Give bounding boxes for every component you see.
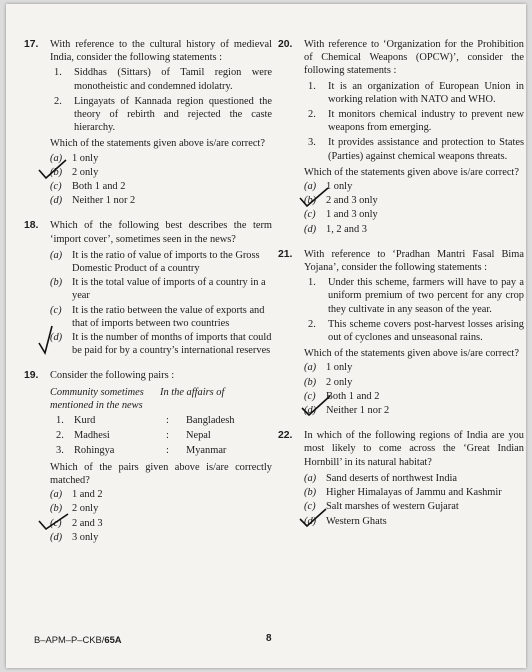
question-20 xyxy=(278,38,524,236)
statement-number: 1. xyxy=(308,80,316,92)
option-b[interactable] xyxy=(304,486,524,499)
pair-community: Kurd xyxy=(74,415,96,427)
pair-row xyxy=(50,444,272,457)
option-text: 2 only xyxy=(326,376,353,388)
option-text: 1 only xyxy=(72,152,99,164)
option-letter: (c) xyxy=(304,390,316,402)
pair-number: 3. xyxy=(56,445,64,457)
option-text: Higher Himalayas of Jammu and Kashmir xyxy=(326,487,502,499)
option-letter: (a) xyxy=(50,152,63,164)
question-number: 21. xyxy=(278,248,293,260)
option-b[interactable] xyxy=(304,376,524,389)
option-a[interactable] xyxy=(304,361,524,374)
question-number: 20. xyxy=(278,39,293,50)
question-prompt: Which of the statements given above is/are correct? xyxy=(304,166,519,178)
paper-code-suffix: 65A xyxy=(104,634,122,645)
option-letter: (b) xyxy=(304,195,317,207)
option-letter: (d) xyxy=(304,405,317,417)
statement-text: Lingayats of Kannada region questioned the theory of rebirth and rejected the caste hierarchy. xyxy=(74,95,272,134)
option-text: It is the total value of imports of a country in a year xyxy=(72,277,266,302)
question-22 xyxy=(278,429,524,527)
option-text: 1, 2 and 3 xyxy=(326,223,367,235)
column-header-affairs: In the affairs of xyxy=(160,386,225,398)
option-letter: (a) xyxy=(50,249,63,261)
option-letter: (d) xyxy=(50,195,63,207)
option-text: 1 and 2 xyxy=(72,489,103,501)
option-c[interactable] xyxy=(50,517,272,530)
option-text: Salt marshes of western Gujarat xyxy=(326,501,459,513)
question-prompt: Which of the pairs given above is/are correctly matched? xyxy=(50,461,272,486)
option-letter: (c) xyxy=(50,517,62,529)
option-d[interactable] xyxy=(304,404,524,417)
question-text: With reference to ‘Pradhan Mantri Fasal Bima Yojana’, consider the following statements : xyxy=(304,248,524,274)
option-text: Sand deserts of northwest India xyxy=(326,472,458,484)
statement-number: 3. xyxy=(308,137,316,149)
statement-text: This scheme covers post-harvest losses arising out of cyclones and unseasonal rains. xyxy=(328,318,524,344)
option-text: Both 1 and 2 xyxy=(326,390,380,402)
statement-text: It is an organization of European Union in working relation with NATO and WHO. xyxy=(328,80,524,105)
pairs-header xyxy=(50,386,272,412)
option-letter: (a) xyxy=(304,472,317,484)
question-18 xyxy=(24,219,272,357)
option-text: 1 only xyxy=(326,362,353,374)
statement xyxy=(304,108,524,134)
option-letter: (a) xyxy=(304,362,317,374)
statement-text: Under this scheme, farmers will have to pay a uniform premium of two percent for any crop they cultivate in any season of the year. xyxy=(328,277,524,315)
option-letter: (d) xyxy=(304,223,317,235)
statement xyxy=(50,95,272,135)
pair-separator: : xyxy=(166,415,169,427)
option-letter: (d) xyxy=(50,531,63,543)
pair-number: 1. xyxy=(56,415,64,427)
pair-affairs: Nepal xyxy=(186,430,211,442)
pair-row xyxy=(50,429,272,442)
option-text: 2 only xyxy=(72,166,99,178)
option-letter: (b) xyxy=(50,277,63,289)
option-b[interactable] xyxy=(50,502,272,515)
statement-number: 2. xyxy=(308,109,316,121)
option-a[interactable] xyxy=(304,472,524,485)
pair-separator: : xyxy=(166,445,169,457)
option-text: 2 only xyxy=(72,503,99,515)
option-c[interactable] xyxy=(304,390,524,403)
question-text: With reference to the cultural history of medieval India, consider the following statements : xyxy=(50,39,272,64)
statement-text: Siddhas (Sittars) of Tamil region were monotheistic and condemned idolatry. xyxy=(74,67,272,92)
option-text: 1 only xyxy=(326,181,353,193)
option-b[interactable] xyxy=(50,276,272,302)
option-d[interactable] xyxy=(50,194,272,207)
option-b[interactable] xyxy=(304,194,524,207)
pair-community: Rohingya xyxy=(74,445,115,457)
option-c[interactable] xyxy=(304,208,524,221)
question-21 xyxy=(278,248,524,417)
statement xyxy=(50,66,272,92)
question-prompt: Which of the statements given above is/are correct? xyxy=(50,138,265,150)
question-text: Which of the following best describes the term ‘import cover’, sometimes seen in the news? xyxy=(50,220,272,245)
option-d[interactable] xyxy=(50,531,272,544)
option-letter: (a) xyxy=(50,489,63,501)
right-column xyxy=(278,38,524,536)
question-number: 18. xyxy=(24,220,39,232)
option-text: Western Ghats xyxy=(326,515,387,527)
option-a[interactable] xyxy=(50,488,272,501)
option-letter: (c) xyxy=(304,501,316,513)
option-text: It is the number of months of imports that could be paid for by a country’s international reserves xyxy=(72,332,272,357)
option-letter: (b) xyxy=(304,376,317,388)
option-text: 2 and 3 only xyxy=(326,195,378,207)
statement-number: 2. xyxy=(54,95,62,107)
pair-affairs: Bangladesh xyxy=(186,415,235,427)
option-c[interactable] xyxy=(50,304,272,330)
paper-code-prefix: B–APM–P–CKB/ xyxy=(34,634,105,645)
option-c[interactable] xyxy=(304,500,524,513)
statement-text: It provides assistance and protection to States (Parties) against chemical weapons threats. xyxy=(328,137,524,162)
exam-page xyxy=(6,4,526,668)
option-letter: (c) xyxy=(50,304,62,316)
statement-text: It monitors chemical industry to prevent new weapons from emerging. xyxy=(328,109,524,134)
pairs-table xyxy=(50,386,272,458)
question-text: Consider the following pairs : xyxy=(50,370,175,382)
pair-row xyxy=(50,414,272,427)
question-prompt: Which of the statements given above is/are correct? xyxy=(304,348,519,360)
option-text: Both 1 and 2 xyxy=(72,181,126,193)
option-text: 2 and 3 xyxy=(72,517,103,529)
option-text: Neither 1 nor 2 xyxy=(72,195,136,207)
option-d[interactable] xyxy=(304,223,524,236)
option-a[interactable] xyxy=(50,249,272,275)
paper-code xyxy=(34,634,122,645)
question-text: In which of the following regions of India are you most likely to come across the ‘Great Indian Hornbill’ in its natural habitat? xyxy=(304,430,524,468)
page-number: 8 xyxy=(266,633,272,644)
option-text: It is the ratio of value of imports to the Gross Domestic Product of a country xyxy=(72,249,260,275)
statement xyxy=(304,80,524,106)
option-text: 1 and 3 only xyxy=(326,209,378,221)
option-letter: (d) xyxy=(50,332,63,344)
option-letter: (c) xyxy=(304,209,316,221)
option-letter: (b) xyxy=(50,503,63,515)
statement xyxy=(304,276,524,316)
option-d[interactable] xyxy=(304,515,524,528)
question-number: 22. xyxy=(278,430,293,442)
statement-number: 1. xyxy=(308,277,316,289)
question-19 xyxy=(24,369,272,543)
statement-number: 1. xyxy=(54,67,62,79)
pair-separator: : xyxy=(166,430,169,442)
left-column xyxy=(24,38,272,552)
option-b[interactable] xyxy=(50,166,272,179)
option-letter: (b) xyxy=(50,166,63,178)
question-17 xyxy=(24,38,272,207)
option-a[interactable] xyxy=(50,152,272,165)
option-a[interactable] xyxy=(304,180,524,193)
option-letter: (c) xyxy=(50,181,62,193)
option-text: It is the ratio between the value of exports and that of imports between two countries xyxy=(72,304,265,329)
option-text: 3 only xyxy=(72,531,99,543)
question-number: 19. xyxy=(24,370,39,382)
statement xyxy=(304,136,524,162)
pair-number: 2. xyxy=(56,430,64,442)
option-d[interactable] xyxy=(50,331,272,357)
option-c[interactable] xyxy=(50,180,272,193)
option-text: Neither 1 nor 2 xyxy=(326,405,390,417)
column-header-community: Community sometimes mentioned in the news xyxy=(50,386,144,411)
statement-number: 2. xyxy=(308,318,316,330)
question-number: 17. xyxy=(24,39,39,50)
statement xyxy=(304,318,524,344)
question-text: With reference to ‘Organization for the Prohibition of Chemical Weapons (OPCW)’, consider the following statements : xyxy=(304,39,524,77)
pair-affairs: Myanmar xyxy=(186,445,227,457)
option-letter: (a) xyxy=(304,181,317,193)
option-letter: (d) xyxy=(304,515,317,527)
pair-community: Madhesi xyxy=(74,430,110,442)
option-letter: (b) xyxy=(304,487,317,499)
